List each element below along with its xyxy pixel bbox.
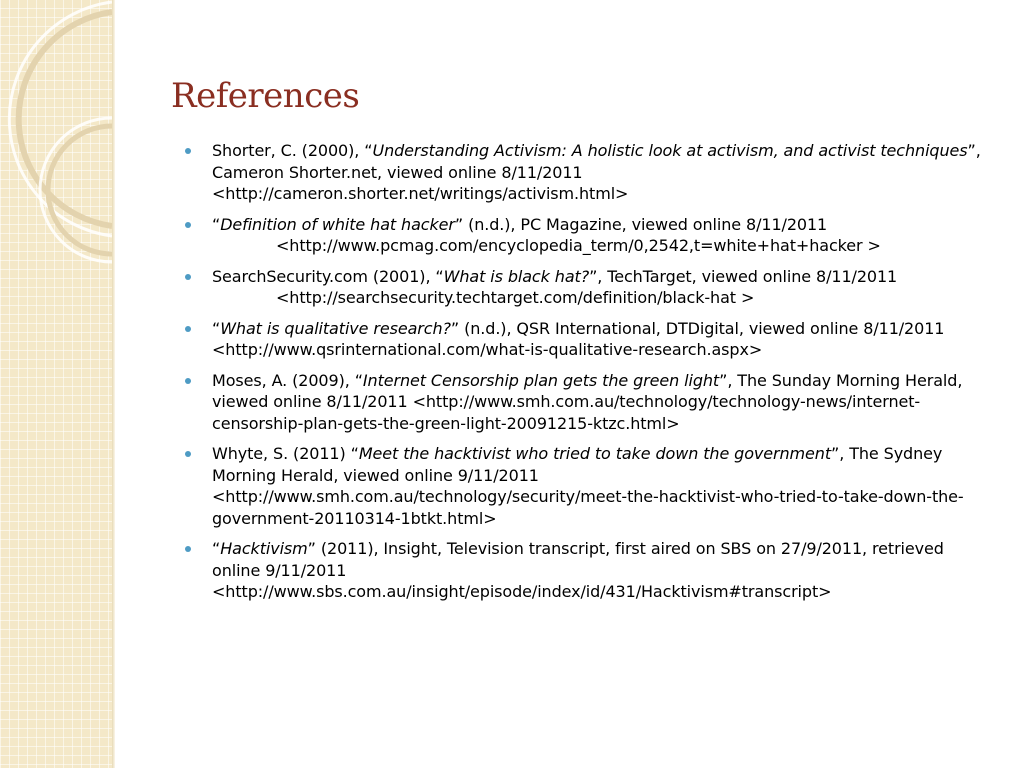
slide-title: References — [171, 76, 360, 116]
decorative-side-panel — [0, 0, 112, 768]
reference-title: Hacktivism — [220, 539, 308, 558]
close-quote: ” — [307, 539, 316, 558]
open-quote: “ — [212, 214, 221, 234]
reference-details: (2011), Insight, Television transcript, first aired on SBS on 27/9/2011, retrieved online 9/11/2011 — [212, 539, 944, 580]
bullet-icon — [185, 378, 191, 384]
reference-item — [185, 214, 995, 257]
reference-title: Understanding Activism: A holistic look at activism, and activist techniques — [372, 141, 968, 160]
reference-title: Meet the hacktivist who tried to take down the government — [358, 444, 832, 463]
close-quote: ” — [831, 444, 840, 463]
reference-url: <http://www.qsrinternational.com/what-is-qualitative-research.aspx> — [212, 340, 763, 359]
reference-url: <http://searchsecurity.techtarget.com/definition/black-hat > — [276, 288, 755, 307]
reference-title: Definition of white hat hacker — [220, 214, 455, 234]
bullet-icon — [185, 274, 191, 280]
reference-item — [185, 370, 995, 435]
bullet-icon — [185, 326, 191, 332]
reference-item — [185, 140, 995, 205]
open-quote: “ — [359, 141, 373, 160]
close-quote: ” — [967, 141, 976, 160]
reference-item — [185, 266, 995, 309]
reference-url: <http://www.sbs.com.au/insight/episode/index/id/431/Hacktivism#transcript> — [212, 582, 832, 601]
reference-url: <http://www.pcmag.com/encyclopedia_term/0,2542,t=white+hat+hacker > — [276, 236, 881, 255]
close-quote: ” — [454, 214, 464, 234]
bullet-icon — [185, 222, 191, 228]
side-panel-edge — [112, 0, 115, 768]
close-quote: ” — [589, 266, 598, 286]
reference-author: Moses, A. (2009), — [212, 370, 350, 390]
open-quote: “ — [430, 266, 444, 286]
reference-details: (n.d.), QSR International, DTDigital, viewed online 8/11/2011 — [459, 318, 945, 338]
open-quote: “ — [345, 444, 359, 463]
open-quote: “ — [212, 318, 221, 338]
open-quote: “ — [349, 370, 363, 390]
bullet-icon — [185, 546, 191, 552]
reference-details: (n.d.), PC Magazine, viewed online 8/11/2011 — [463, 214, 828, 234]
reference-item — [185, 318, 995, 361]
reference-author: SearchSecurity.com (2001), — [212, 266, 431, 286]
reference-item — [185, 538, 995, 603]
reference-url: <http://cameron.shorter.net/writings/activism.html> — [212, 184, 629, 203]
reference-details: , TechTarget, viewed online 8/11/2011 — [597, 266, 898, 286]
bullet-icon — [185, 451, 191, 457]
close-quote: ” — [719, 370, 728, 390]
open-quote: “ — [212, 539, 221, 558]
reference-url: <http://www.smh.com.au/technology/technology-news/internet-censorship-plan-gets-the-green-light-20091215-ktzc.html> — [212, 392, 921, 433]
close-quote: ” — [450, 318, 460, 338]
reference-details: , The Sunday Morning Herald, viewed online 8/11/2011 — [212, 370, 963, 411]
reference-author: Shorter, C. (2000), — [212, 141, 360, 160]
reference-title: What is black hat? — [443, 266, 590, 286]
decorative-rings — [0, 0, 112, 768]
reference-title: Internet Censorship plan gets the green light — [362, 370, 720, 390]
reference-list — [185, 140, 995, 612]
reference-url: <http://www.smh.com.au/technology/security/meet-the-hacktivist-who-tried-to-take-down-the-government-20110314-1btkt.html> — [212, 487, 964, 528]
reference-title: What is qualitative research? — [220, 318, 451, 338]
bullet-icon — [185, 148, 191, 154]
reference-item — [185, 443, 995, 529]
reference-details: , The Sydney Morning Herald, viewed online 9/11/2011 — [212, 444, 943, 485]
reference-details: , Cameron Shorter.net, viewed online 8/11/2011 — [212, 141, 981, 182]
reference-author: Whyte, S. (2011) — [212, 444, 346, 463]
